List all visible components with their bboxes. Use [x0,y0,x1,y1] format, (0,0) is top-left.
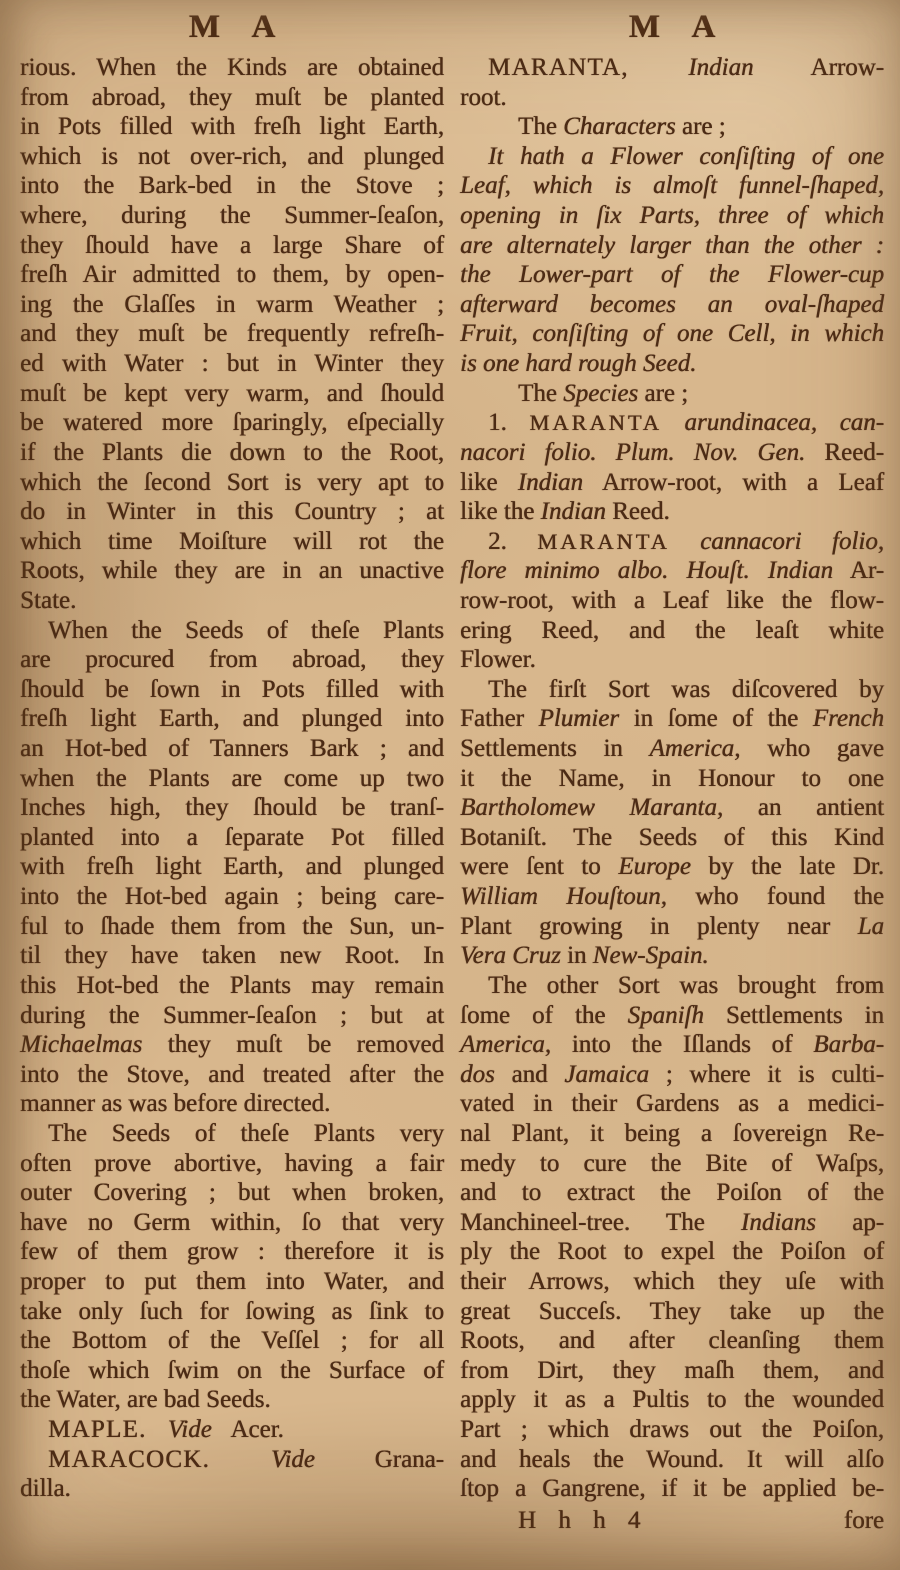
text-line [460,1149,884,1179]
body-text: by the late Dr. [690,853,884,881]
body-text: Settlements in [460,735,650,763]
text-line [460,408,884,438]
body-text: The other Sort was brought from [488,971,884,999]
italic-text: Species [563,379,639,407]
body-text: Plant growing in plenty near [460,912,858,940]
body-text: great Succeſs. They take up the [460,1297,884,1325]
text-line [460,468,884,498]
text-line [460,1474,884,1504]
left-column-text [20,53,444,1504]
text-line [20,408,444,438]
body-text: the Water, are bad Seeds. [20,1386,271,1414]
body-text: Manchineel-tree. The [460,1208,741,1236]
body-text: Roots, while they are in an unactive [20,557,444,585]
text-line [20,1237,444,1267]
running-header-left: M A [188,9,288,45]
body-text: Acer. [211,1416,284,1444]
body-text: ering Reed, and the leaſt white [460,616,884,644]
caps-text: MARANTA [529,410,662,436]
body-text: with freſh light Earth, and plunged [20,853,444,881]
body-text: Settlements in [703,1001,884,1029]
italic-text: America, [649,735,741,763]
text-line [20,438,444,468]
text-line [20,468,444,498]
body-text: The [518,113,564,141]
body-text: take only ſuch for ſowing as ſink to [20,1297,444,1325]
italic-text: opening in ſix Parts, three of which [460,202,884,230]
text-line [20,1149,444,1179]
text-line [20,912,444,942]
body-text: Arrow-root, with a Leaf [583,468,884,496]
body-text: Part ; which draws out the Poiſon, [460,1416,884,1444]
text-line [20,112,444,142]
text-line [20,971,444,1001]
text-line [460,1385,884,1415]
text-line [20,1178,444,1208]
body-text: Roots, and after cleanſing them [460,1327,884,1355]
italic-text: Indian [688,54,754,81]
body-text: in Pots filled with freſh light Earth, [20,113,444,141]
text-line [460,1237,884,1267]
text-line [20,1267,444,1297]
text-line [20,319,444,349]
text-line [460,527,884,557]
italic-text: Europe [618,853,691,881]
caps-text: MARANTA, [488,54,689,81]
body-text: who gave [740,735,884,763]
text-line [20,1060,444,1090]
italic-text: Indian [540,498,606,526]
body-text: which time Moiſture will rot the [20,527,444,555]
body-text: an Hot-bed of Tanners Bark ; and [20,735,444,763]
body-text: if the Plants die down to the Root, [20,438,444,466]
text-line [460,171,884,201]
text-line [20,556,444,586]
body-text: Grana- [314,1445,444,1473]
body-text: into the Hot-bed again ; being care- [20,883,444,911]
left-column [20,6,444,1504]
text-line [20,1089,444,1119]
body-text: proper to put them into Water, and [20,1267,444,1295]
body-text: The firſt Sort was diſcovered by [488,675,884,703]
text-line [20,379,444,409]
body-text: Ar- [833,557,884,585]
italic-text: dos [460,1060,495,1088]
body-text: where, during the Summer-ſeaſon, [20,202,444,230]
italic-text: Vera Cruz [460,942,561,970]
signature-mark: H h h 4 [518,1506,649,1534]
text-line [20,793,444,823]
body-text: are ; [675,113,726,141]
text-line [460,83,884,113]
body-text: apply it as a Pultis to the wounded [460,1386,884,1414]
text-line [20,1356,444,1386]
body-text: outer Covering ; but when broken, [20,1179,444,1207]
italic-text: flore minimo albo. Houſt. Indian [460,557,834,585]
body-text: and they muſt be frequently refreſh- [20,320,444,348]
body-text: into the Bark-bed in the Stove ; [20,172,444,200]
text-line [20,527,444,557]
body-text: their Arrows, which they uſe with [460,1267,884,1295]
body-text: Botaniſt. The Seeds of this Kind [460,823,884,851]
text-line [20,349,444,379]
body-text: Reed- [805,438,884,466]
text-line [460,586,884,616]
italic-text: Michaelmas [20,1031,143,1059]
body-text: rious. When the Kinds are obtained [20,54,444,81]
text-line [460,1208,884,1238]
text-line [20,1474,444,1504]
text-line [460,260,884,290]
body-text: 1. [488,409,530,437]
text-line [460,1089,884,1119]
text-line [460,201,884,231]
text-line [460,53,884,83]
italic-text: the Lower-part of the Flower-cup [460,261,884,289]
page-footer [460,1506,884,1536]
italic-text: Vide [167,1416,212,1444]
body-text: do in Winter in this Country ; at [20,498,444,526]
italic-text: William Houſtoun, [460,883,667,911]
italic-text: It hath a Flower conſiſting of one [488,142,884,170]
body-text: Flower. [460,646,536,674]
text-line [20,734,444,764]
italic-text: are alternately larger than the other : [460,231,884,259]
text-line [20,645,444,675]
text-line [20,53,444,83]
body-text: State. [20,586,77,614]
body-text: planted into a ſeparate Pot filled [20,823,444,851]
body-text: 2. [488,527,538,555]
text-line [460,1415,884,1445]
text-line [460,290,884,320]
body-text: when the Plants are come up two [20,764,444,792]
body-text: Reed. [605,498,670,526]
text-line [20,231,444,261]
text-line [460,556,884,586]
text-line [460,349,884,379]
text-line [460,231,884,261]
body-text: from abroad, they muſt be planted [20,83,444,111]
body-text: ing the Glaſſes in warm Weather ; [20,290,444,318]
italic-text: French [812,705,884,733]
body-text: they muſt be removed [142,1031,444,1059]
text-line [20,1119,444,1149]
text-line [460,1001,884,1031]
body-text: an antient [723,794,884,822]
body-text: ſhould be ſown in Pots filled with [20,675,444,703]
italic-text: Bartholomew Maranta, [460,794,724,822]
text-line [460,971,884,1001]
text-line [20,704,444,734]
text-line [460,675,884,705]
body-text: during the Summer-ſeaſon ; but at [20,1001,444,1029]
running-header-right: M A [628,9,728,45]
italic-text: Jamaica [564,1060,649,1088]
text-line [460,1356,884,1386]
caps-text: MARACOCK. [48,1445,271,1473]
body-text: When the Seeds of theſe Plants [48,616,444,644]
text-line [20,941,444,971]
body-text: into the Iſlands of [550,1031,814,1059]
body-text: muſt be kept very warm, and ſhould [20,379,444,407]
text-line [460,142,884,172]
text-line [20,260,444,290]
italic-text: Plumier [538,705,619,733]
italic-text: cannacori folio, [669,527,884,555]
text-line [460,912,884,942]
body-text: thoſe which ſwim on the Surface of [20,1356,444,1384]
body-text: be watered more ſparingly, eſpecially [20,409,444,437]
body-text: and to extract the Poiſon of the [460,1179,884,1207]
text-line [460,319,884,349]
body-text: ply the Root to expel the Poiſon of [460,1238,884,1266]
text-line [20,142,444,172]
body-text: ſome of the [460,1001,628,1029]
text-line [460,379,884,409]
text-line [20,1326,444,1356]
body-text: which is not over-rich, and plunged [20,142,444,170]
text-line [460,1060,884,1090]
body-text: root. [460,83,507,111]
text-line [460,645,884,675]
text-line [460,438,884,468]
italic-text: afterward becomes an oval-ſhaped [460,290,884,318]
body-text: manner as was before directed. [20,1090,331,1118]
text-line [460,497,884,527]
body-text: The Seeds of theſe Plants very [48,1119,444,1147]
text-line [20,823,444,853]
body-text: like [460,468,518,496]
text-line [460,941,884,971]
right-column [460,6,884,1536]
body-text: were ſent to [460,853,619,881]
text-line [20,1001,444,1031]
body-text: who found the [666,883,885,911]
body-text: like the [460,498,541,526]
body-text: row-root, with a Leaf like the flow- [460,586,884,614]
body-text: and heals the Wound. It will alſo [460,1445,884,1473]
body-text: freſh light Earth, and plunged into [20,705,444,733]
text-line [20,675,444,705]
italic-text: La [857,912,884,940]
right-column-text [460,53,884,1504]
text-line [20,852,444,882]
body-text: in [560,942,593,970]
italic-text: Indian [517,468,584,496]
text-line [20,1030,444,1060]
italic-text: Vide [270,1445,315,1473]
catchword: fore [843,1506,884,1534]
caps-text: MAPLE. [48,1416,168,1444]
body-text: have no Germ within, ſo that very [20,1208,444,1236]
body-text: the Bottom of the Veſſel ; for all [20,1327,444,1355]
text-line [460,823,884,853]
body-text: Inches high, they ſhould be tranſ- [20,794,444,822]
body-text: in ſome of the [619,705,813,733]
body-text: Arrow- [753,54,884,81]
body-text: it the Name, in Honour to one [460,764,884,792]
body-text: and [494,1060,565,1088]
body-text: often prove abortive, having a fair [20,1149,444,1177]
text-line [460,852,884,882]
italic-text: Leaf, which is almoſt funnel-ſhaped, [460,172,884,200]
text-line [460,1297,884,1327]
body-text: this Hot-bed the Plants may remain [20,971,444,999]
body-text: ed with Water : but in Winter they [20,350,444,378]
body-text: are ; [638,379,689,407]
body-text: til they have taken new Root. In [20,942,444,970]
text-line [20,1297,444,1327]
body-text: from Dirt, they maſh them, and [460,1356,884,1384]
italic-text: America, [460,1031,551,1059]
text-line [20,497,444,527]
text-line [20,1415,444,1445]
italic-text: Characters [563,113,676,141]
text-line [20,201,444,231]
text-line [20,586,444,616]
body-text: they ſhould have a large Share of [20,231,444,259]
text-line [460,1445,884,1475]
body-text: vated in their Gardens as a medici- [460,1090,884,1118]
italic-text: is one hard rough Seed. [460,350,697,378]
body-text: few of them grow : therefore it is [20,1238,444,1266]
text-line [20,1385,444,1415]
text-line [20,882,444,912]
body-text: Father [460,705,539,733]
text-line [460,1267,884,1297]
body-text: which the ſecond Sort is very apt to [20,468,444,496]
text-line [460,704,884,734]
body-text: freſh Air admitted to them, by open- [20,261,444,289]
text-line [20,1445,444,1475]
body-text: nal Plant, it being a ſovereign Re- [460,1119,884,1147]
text-line [460,112,884,142]
body-text: ap- [815,1208,884,1236]
italic-text: nacori folio. Plum. Nov. Gen. [460,438,806,466]
body-text: The [518,379,564,407]
text-line [20,83,444,113]
body-text: medy to cure the Bite of Waſps, [460,1149,884,1177]
italic-text: Spaniſh [627,1001,704,1029]
text-line [20,1208,444,1238]
italic-text: Fruit, conſiſting of one Cell, in which [460,320,884,348]
text-line [460,1119,884,1149]
text-line [460,1326,884,1356]
body-text: ſtop a Gangrene, if it be applied be- [460,1475,884,1503]
text-line [460,1030,884,1060]
body-text: are procured from abroad, they [20,646,444,674]
italic-text: arundinacea, can- [661,409,884,437]
body-text: ful to ſhade them from the Sun, un- [20,912,444,940]
italic-text: Barba- [813,1031,884,1059]
text-line [460,793,884,823]
text-line [460,1178,884,1208]
italic-text: Indians [740,1208,816,1236]
text-line [20,171,444,201]
body-text: ; where it is culti- [649,1060,884,1088]
body-text: into the Stove, and treated after the [20,1060,444,1088]
text-line [460,882,884,912]
text-line [460,764,884,794]
text-line [460,734,884,764]
text-line [20,616,444,646]
caps-text: MARANTA [537,528,670,554]
body-text: dilla. [20,1475,71,1503]
text-line [20,764,444,794]
text-line [460,616,884,646]
text-line [20,290,444,320]
italic-text: New-Spain. [592,942,709,970]
